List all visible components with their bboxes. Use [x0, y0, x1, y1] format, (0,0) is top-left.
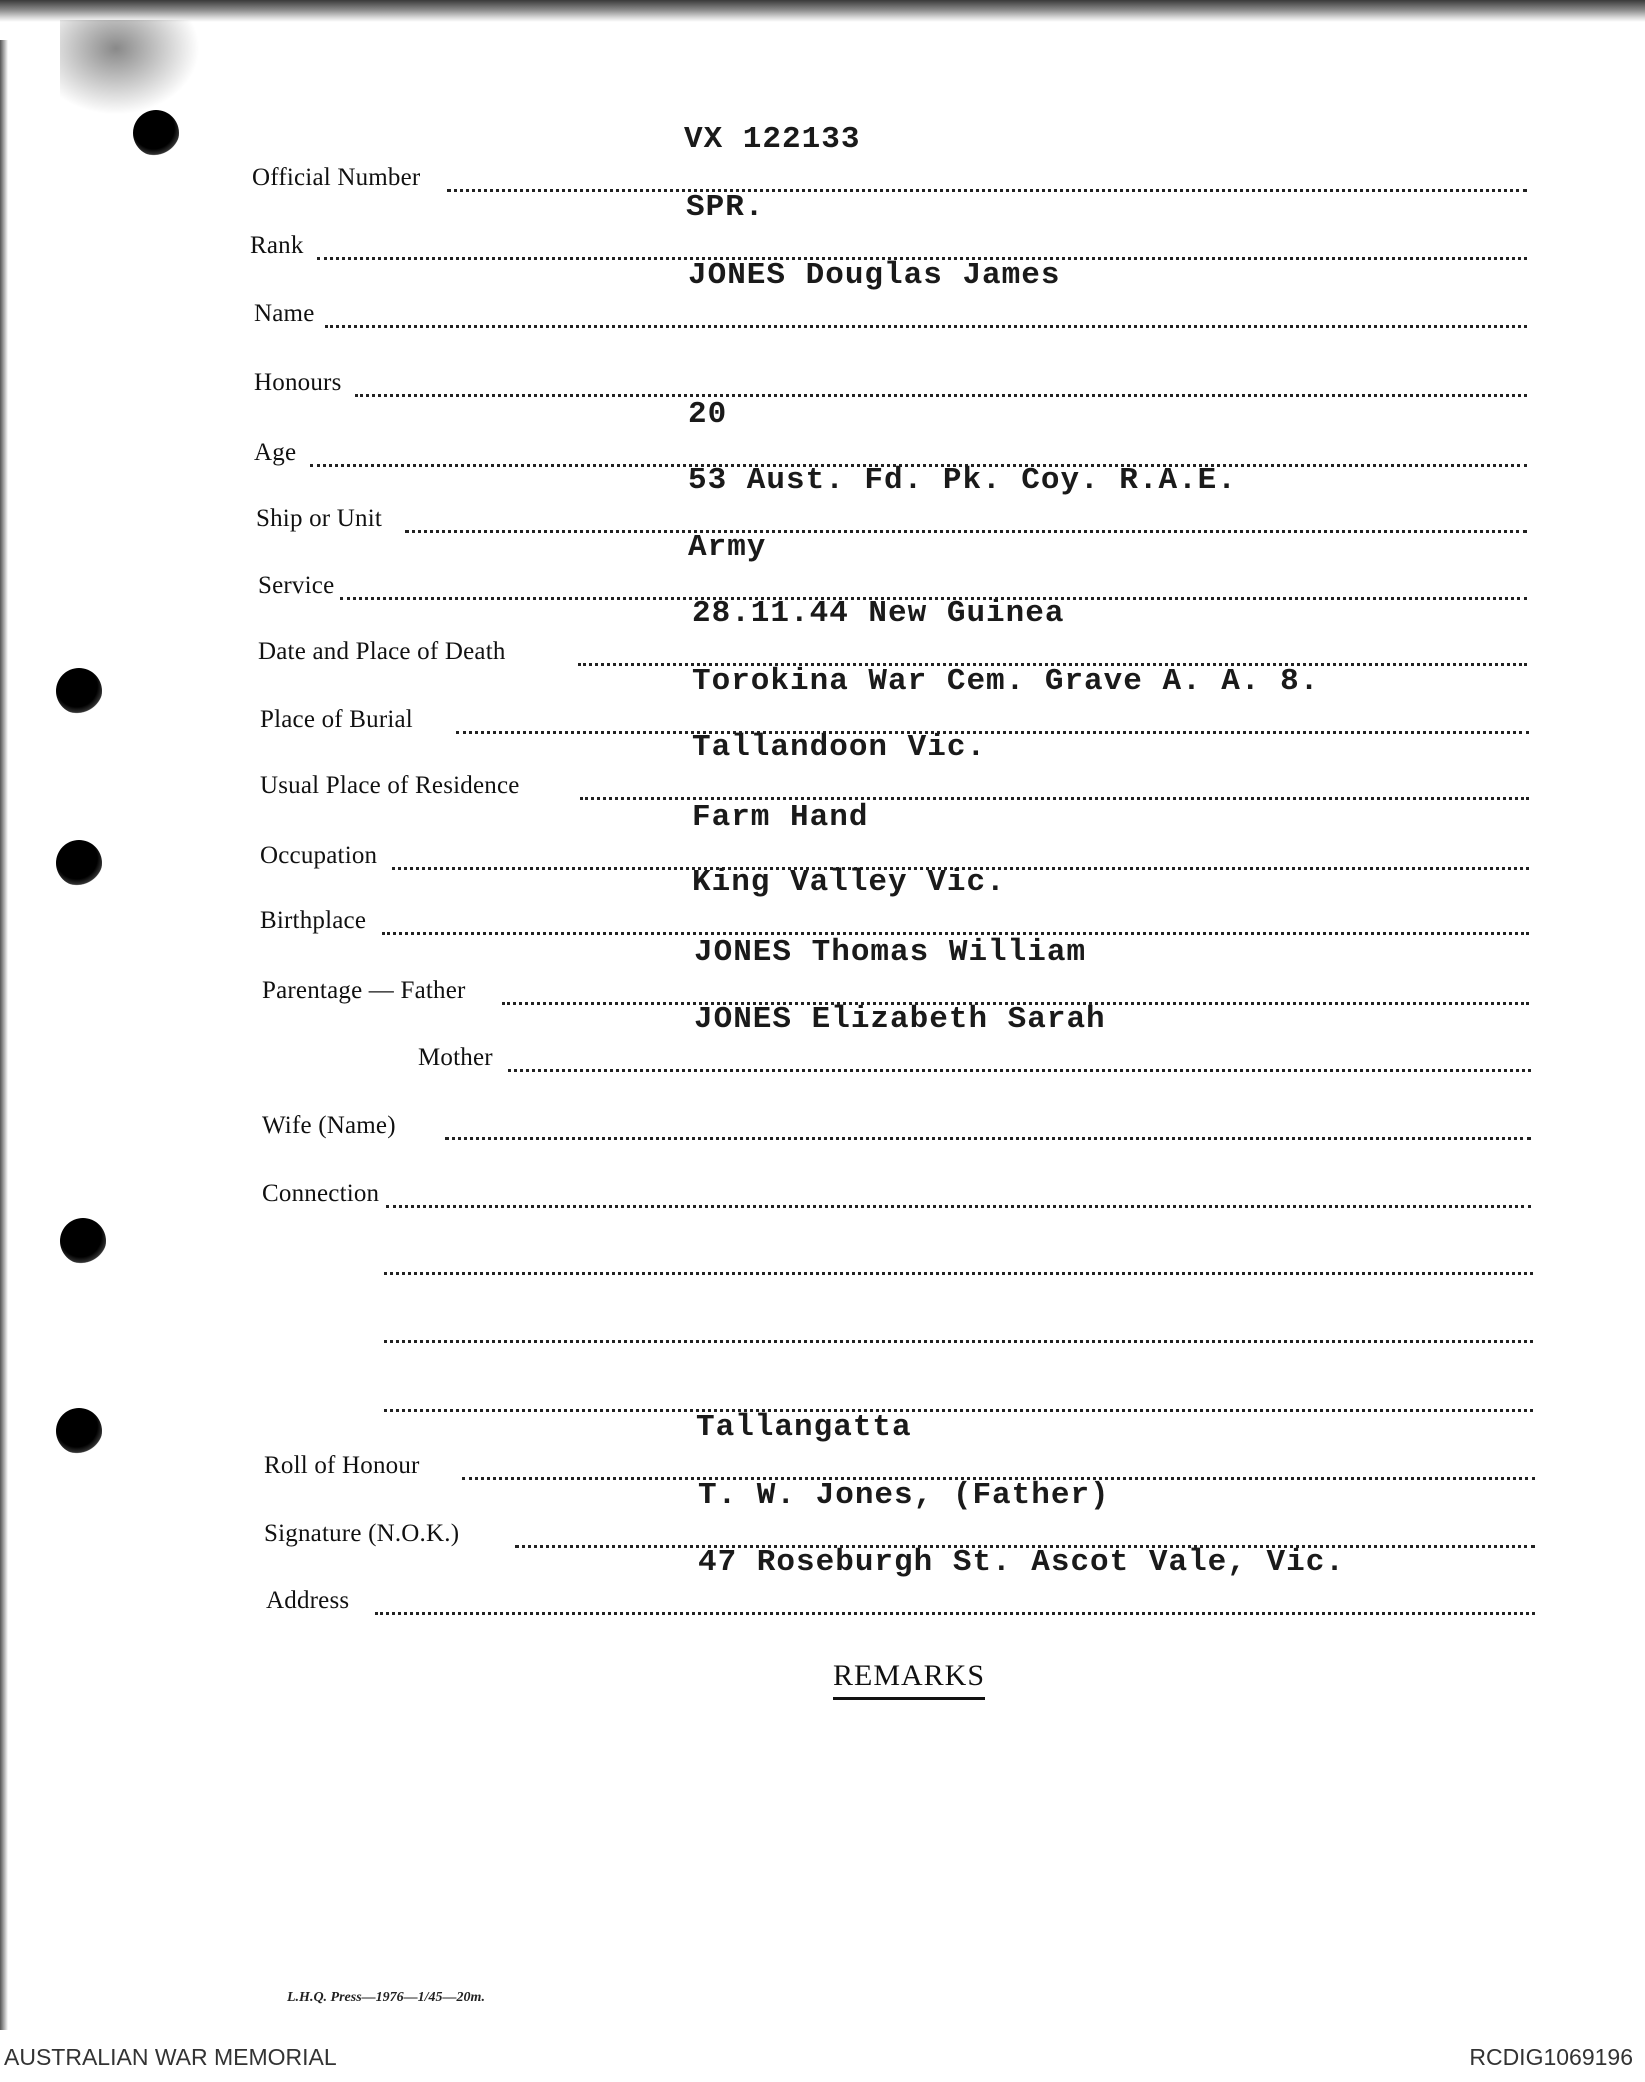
typed-value: 28.11.44 New Guinea: [692, 596, 1065, 631]
field-label: Honours: [254, 369, 342, 396]
field-label: Usual Place of Residence: [260, 772, 520, 799]
typed-value: 20: [688, 397, 728, 432]
field-label: Ship or Unit: [256, 505, 383, 532]
typed-value: Farm Hand: [692, 800, 869, 835]
dotted-line: [375, 1612, 1535, 1615]
field-label: Birthplace: [260, 907, 367, 934]
dotted-line: [456, 731, 1529, 734]
typed-value: 47 Roseburgh St. Ascot Vale, Vic.: [698, 1545, 1345, 1580]
typed-value: SPR.: [686, 190, 765, 225]
dotted-line: [384, 1409, 1533, 1412]
typed-value: Tallangatta: [696, 1410, 912, 1445]
dotted-line: [405, 530, 1527, 533]
dotted-line: [355, 394, 1527, 397]
dotted-line: [384, 1340, 1533, 1343]
scan-left-edge: [0, 40, 8, 2030]
field-label: Rank: [250, 232, 304, 259]
punch-hole: [56, 1408, 102, 1454]
field-label: Mother: [418, 1044, 493, 1071]
dotted-line: [447, 189, 1527, 192]
field-label: Date and Place of Death: [258, 638, 506, 665]
punch-hole: [60, 1218, 106, 1264]
field-label: Occupation: [260, 842, 378, 869]
footer-id: RCDIG1069196: [1469, 2044, 1633, 2070]
punch-hole: [133, 110, 179, 156]
printer-note: L.H.Q. Press—1976—1/45—20m.: [287, 1990, 485, 2005]
typed-value: Tallandoon Vic.: [692, 730, 987, 765]
typed-value: T. W. Jones, (Father): [698, 1478, 1110, 1513]
field-label: Address: [266, 1587, 350, 1614]
field-label: Service: [258, 572, 335, 599]
dotted-line: [384, 1272, 1533, 1275]
field-label: Roll of Honour: [264, 1452, 420, 1479]
field-label: Official Number: [252, 164, 421, 191]
dotted-line: [445, 1137, 1531, 1140]
field-label: Age: [254, 439, 297, 466]
typed-value: Torokina War Cem. Grave A. A. 8.: [692, 664, 1320, 699]
dotted-line: [386, 1205, 1531, 1208]
field-label: Signature (N.O.K.): [264, 1520, 460, 1547]
punch-hole: [56, 840, 102, 886]
typed-value: JONES Thomas William: [694, 935, 1087, 970]
typed-value: King Valley Vic.: [692, 865, 1006, 900]
typed-value: JONES Elizabeth Sarah: [694, 1002, 1106, 1037]
typed-value: VX 122133: [684, 122, 861, 157]
field-label: Name: [254, 300, 315, 327]
field-label: Parentage — Father: [262, 977, 466, 1004]
typed-value: Army: [688, 530, 767, 565]
footer-source: AUSTRALIAN WAR MEMORIAL: [4, 2044, 337, 2070]
remarks-heading: REMARKS: [833, 1659, 985, 1700]
field-label: Connection: [262, 1180, 380, 1207]
typed-value: 53 Aust. Fd. Pk. Coy. R.A.E.: [688, 463, 1237, 498]
dotted-line: [325, 325, 1527, 328]
punch-hole: [56, 668, 102, 714]
field-label: Wife (Name): [262, 1112, 396, 1139]
field-label: Place of Burial: [260, 706, 413, 733]
typed-value: JONES Douglas James: [688, 258, 1061, 293]
dotted-line: [508, 1069, 1531, 1072]
